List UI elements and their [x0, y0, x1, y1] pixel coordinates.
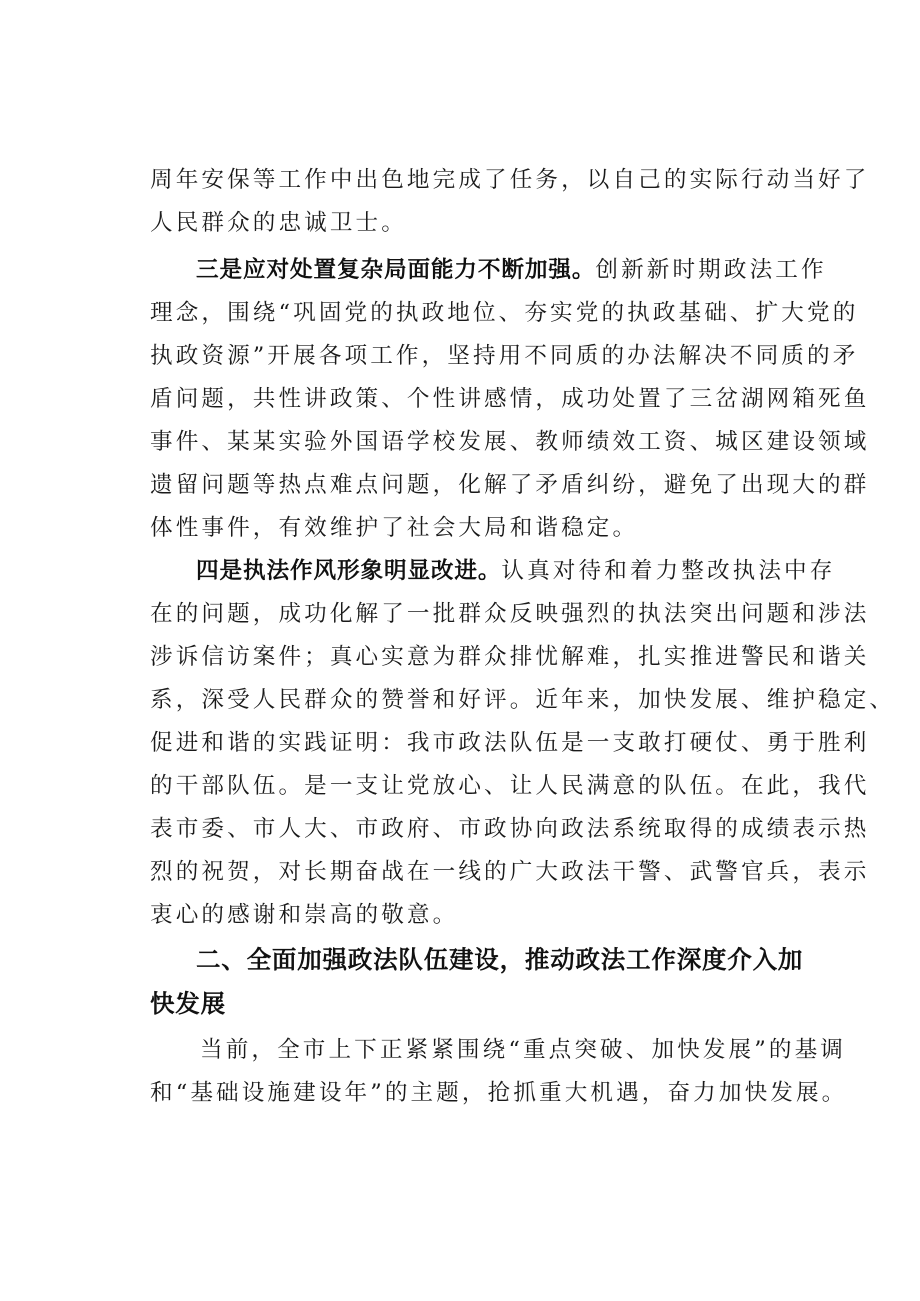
text-line: 在的问题，成功化解了一批群众反映强烈的执法突出问题和涉法	[150, 601, 870, 627]
text-line: 事件、某某实验外国语学校发展、教师绩效工资、城区建设领域	[150, 429, 870, 455]
text-run: 创新新时期政法工作	[595, 257, 827, 283]
section-heading-continued: 快发展	[150, 989, 226, 1018]
paragraph-first-line	[196, 549, 835, 593]
text-line: 烈的祝贺，对长期奋战在一线的广大政法干警、武警官兵，表示	[150, 859, 870, 885]
text-line: 的干部队伍。是一支让党放心、让人民满意的队伍。在此，我代	[150, 773, 870, 799]
text-line: 执政资源”开展各项工作，坚持用不同质的办法解决不同质的矛	[150, 343, 859, 369]
text-line: 人民群众的忠诚卫士。	[150, 210, 407, 236]
bold-lead: 三是应对处置复杂局面能力不断加强。	[196, 257, 596, 283]
paragraph-first-line	[196, 248, 827, 292]
text-line: 涉诉信访案件；真心实意为群众排忧解难，扎实推进警民和谐关	[150, 644, 870, 670]
text-line: 体性事件，有效维护了社会大局和谐稳定。	[150, 515, 639, 541]
text-line: 和“基础设施建设年”的主题，抢抓重大机遇，奋力加快发展。	[150, 1080, 848, 1106]
bold-lead: 四是执法作风形象明显改进。	[196, 558, 502, 584]
text-line: 表市委、市人大、市政府、市政协向政法系统取得的成绩表示热	[150, 816, 870, 842]
text-line: 促进和谐的实践证明：我市政法队伍是一支敢打硬仗、勇于胜利	[150, 730, 870, 756]
text-run: 认真对待和着力整改执法中存	[501, 558, 836, 584]
text-line: 盾问题，共性讲政策、个性讲感情，成功处置了三岔湖网箱死鱼	[150, 386, 870, 412]
section-heading: 二、全面加强政法队伍建设，推动政法工作深度介入加	[196, 945, 804, 974]
paragraph-first-line: 当前，全市上下正紧紧围绕“重点突破、加快发展”的基调	[200, 1037, 846, 1063]
text-line: 理念，围绕“巩固党的执政地位、夯实党的执政基础、扩大党的	[150, 300, 859, 326]
text-line: 周年安保等工作中出色地完成了任务，以自己的实际行动当好了	[150, 167, 870, 193]
text-line: 系，深受人民群众的赞誉和好评。近年来，加快发展、维护稳定、	[150, 687, 896, 713]
text-line: 遗留问题等热点难点问题，化解了矛盾纠纷，避免了出现大的群	[150, 472, 870, 498]
text-line: 衷心的感谢和崇高的敬意。	[150, 902, 459, 928]
